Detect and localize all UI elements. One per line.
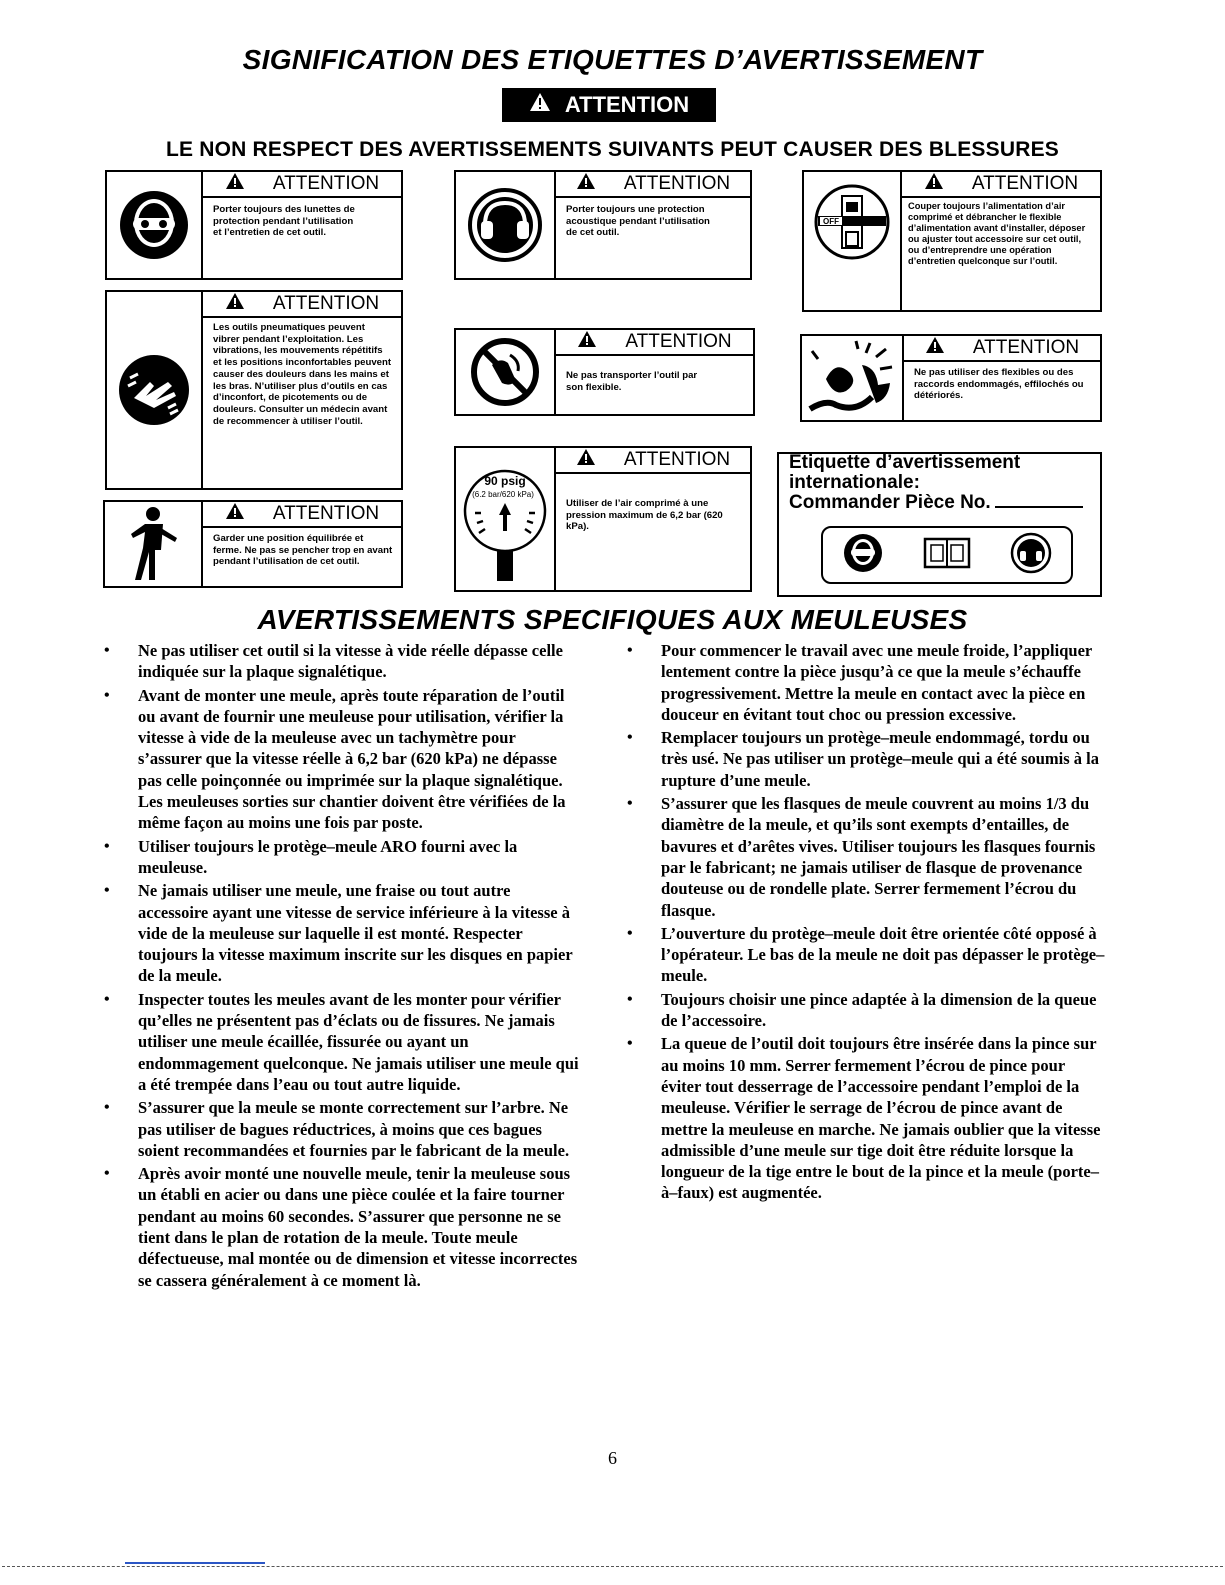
warning-triangle-icon [225, 292, 245, 316]
balanced-stance-icon [105, 502, 201, 586]
gauge-bar-text: (6.2 bar/620 kPa) [472, 490, 534, 499]
warning-triangle-icon [577, 330, 597, 354]
icon-off-text: OFF [823, 217, 839, 226]
damaged-hose-icon [802, 336, 902, 420]
list-item: • La queue de l’outil doit toujours être insérée dans la pince sur au moins 10 mm. Serrer fermement l’écrou de pince pour éviter tout desserrage de l’accessoire pendant l’emploi de la meuleuse. Vérifier le serrage de l’écrou de pince avant de mettre la meuleuse en marche. Ne jamais oublier que la vitesse admissible d’une meule sur tige doit être réduite lorsque la longueur de la tige entre le bout de la pince et la meule (porte–à–faux) est augmentée. [627, 1033, 1105, 1203]
label-text: Utiliser de l’air comprimé à une pression maximum de 6,2 bar (620 kPa). [566, 498, 723, 533]
read-manual-icon [923, 535, 971, 576]
label-vibration [105, 290, 403, 490]
list-item: • Utiliser toujours le protège–meule ARO fourni avec la meuleuse. [104, 836, 582, 879]
label-heading: ATTENTION [625, 331, 732, 352]
warning-subtitle: LE NON RESPECT DES AVERTISSEMENTS SUIVANTS PEUT CAUSER DES BLESSURES [165, 138, 1059, 161]
list-item: • Pour commencer le travail avec une meule froide, l’appliquer lentement contre la pièce jusqu’à ce que la meule s’échauffe progressivement. Mettre la meule en contact avec la pièce en douceur en évitant tout choc ou pression excessive. [627, 640, 1105, 725]
page-number: 6 [608, 1448, 617, 1468]
list-item: • Remplacer toujours un protège–meule endommagé, tordu ou très usé. Ne pas utiliser un protège–meule qui a été soumis à la rupture d’une meule. [627, 727, 1105, 791]
ear-protection-icon [1010, 532, 1052, 579]
label-text: Couper toujours l’alimentation d’air comprimé et débrancher le flexible d’alimentation avant d’installer, déposer ou ajuster tout accessoire sur cet outil, ou d’entreprendre une opération d’entretien quelconque sur l’outil. [908, 201, 1086, 267]
label-text: Garder une position équilibrée et ferme. Ne pas se pencher trop en avant pendant l’utilisation de cet outil. [213, 533, 393, 568]
warning-triangle-icon [925, 336, 945, 360]
warning-triangle-icon [225, 172, 245, 196]
section-title: AVERTISSEMENTS SPECIFIQUES AUX MEULEUSES [257, 604, 968, 635]
no-carry-by-hose-icon [456, 330, 554, 414]
list-item: • Après avoir monté une nouvelle meule, tenir la meuleuse sous un établi en acier ou dans une pièce coulée et la faire tourner pendant au moins 60 secondes. S’assurer que personne ne se tient dans le plan de rotation de la meule. Toute meule défectueuse, mal montée ou de dimension et vitesse incorrectes se cassera généralement à ce moment là. [104, 1163, 582, 1291]
right-bullet-column [627, 640, 1105, 1206]
list-item: • S’assurer que la meule se monte correctement sur l’arbre. Ne pas utiliser de bagues réductrices, à moins que ces bagues soient recommandées et fournies par le fabricant de la meule. [104, 1097, 582, 1161]
ear-protection-icon [456, 172, 554, 278]
warning-triangle-icon [924, 172, 944, 196]
label-text: Ne pas transporter l’outil par son flexible. [566, 370, 698, 393]
list-item: • Ne pas utiliser cet outil si la vitesse à vide réelle dépasse celle indiquée sur la plaque signalétique. [104, 640, 582, 683]
label-damaged-hose [800, 334, 1102, 422]
warning-triangle-icon [529, 92, 551, 118]
international-label [777, 452, 1102, 597]
warning-triangle-icon [225, 502, 245, 526]
label-heading: ATTENTION [272, 293, 380, 314]
attention-banner [502, 88, 716, 122]
list-item: • Toujours choisir une pince adaptée à la dimension de la queue de l’accessoire. [627, 989, 1105, 1032]
label-text: Les outils pneumatiques peuvent vibrer pendant l’exploitation. Les vibrations, les mouvements répétitifs et les positions inconfortables peuvent causer des douleurs dans les mains et les bras. N’utiliser plus d’outils en cas d’inconfort, de picotements ou de douleurs. Consulter un médecin avant de recommencer à utiliser l’outil. [213, 322, 392, 427]
part-number-blank [995, 506, 1083, 508]
list-item: • Ne jamais utiliser une meule, une fraise ou tout autre accessoire ayant une vitesse de service inférieure à la vitesse à vide de la meuleuse sur laquelle il est monté. Respecter toujours la vitesse maximum inscrite sur les disques en papier de la meule. [104, 880, 582, 986]
label-text: Porter toujours des lunettes de protection pendant l’utilisation et l’entretien de cet outil. [213, 204, 355, 239]
label-heading: ATTENTION [623, 449, 731, 470]
page-edge-marker [125, 1562, 265, 1564]
label-ear-protection [454, 170, 752, 280]
label-air-off [802, 170, 1102, 312]
label-no-carry [454, 328, 755, 416]
intl-icon-badge [821, 526, 1073, 584]
label-text: Ne pas utiliser des flexibles ou des raccords endommagés, effilochés ou détériorés. [914, 367, 1084, 402]
banner-label: ATTENTION [564, 92, 690, 117]
label-stance [103, 500, 403, 588]
list-item: • Inspecter toutes les meules avant de les monter pour vérifier qu’elles ne présentent pas d’éclats ou de fissures. Ne jamais utiliser une meule écaillée, fissurée ou ayant un endommagement quelconque. Ne jamais utiliser une meule qui a été trempée dans l’eau ou tout autre liquide. [104, 989, 582, 1095]
list-item: • L’ouverture du protège–meule doit être orientée côté opposé à l’opérateur. Le bas de la meule ne doit pas dépasser le protège–meule. [627, 923, 1105, 987]
intl-line3: Commander Pièce No. [789, 492, 991, 514]
hand-vibration-icon [107, 292, 201, 488]
label-heading: ATTENTION [272, 503, 380, 524]
label-heading: ATTENTION [971, 173, 1079, 194]
warning-triangle-icon [576, 448, 596, 472]
pressure-gauge-icon [456, 448, 554, 590]
list-item: • Avant de monter une meule, après toute réparation de l’outil ou avant de fournir une meuleuse pour utilisation, vérifier la vitesse à vide de la meuleuse avec un tachymètre pour s’assurer que la vitesse réelle à 6,2 bar (620 kPa) ne dépasse pas celle poinçonnée ou imprimée sur la plaque signalétique. Les meuleuses sorties sur chantier doivent être vérifiées de la même façon au moins une fois par poste. [104, 685, 582, 834]
safety-goggles-icon [107, 172, 201, 278]
gauge-psig-text: 90 psig [484, 474, 526, 488]
label-pressure [454, 446, 752, 592]
list-item: • S’assurer que les flasques de meule couvrent au moins 1/3 du diamètre de la meule, et qu’ils sont exempts d’entailles, de bavures et d’arêtes vives. Utiliser toujours les flasques fournis par le fabricant; ne jamais utiliser de flasque de provenance douteuse ou de rondelle plate. Serrer fermement l’écrou du flasque. [627, 793, 1105, 921]
label-text: Porter toujours une protection acoustique pendant l’utilisation de cet outil. [566, 204, 710, 239]
safety-goggles-icon [842, 532, 884, 579]
intl-line1: Etiquette d’avertissement [789, 452, 1021, 473]
page-edge-divider [2, 1566, 1223, 1567]
page-title: SIGNIFICATION DES ETIQUETTES D’AVERTISSEMENT [242, 44, 983, 75]
air-supply-off-icon [804, 172, 900, 272]
warning-triangle-icon [576, 172, 596, 196]
left-bullet-column [104, 640, 582, 1293]
label-heading: ATTENTION [623, 173, 731, 194]
label-heading: ATTENTION [972, 337, 1080, 358]
intl-line2: internationale: [789, 472, 920, 494]
label-heading: ATTENTION [272, 173, 380, 194]
label-goggles [105, 170, 403, 280]
